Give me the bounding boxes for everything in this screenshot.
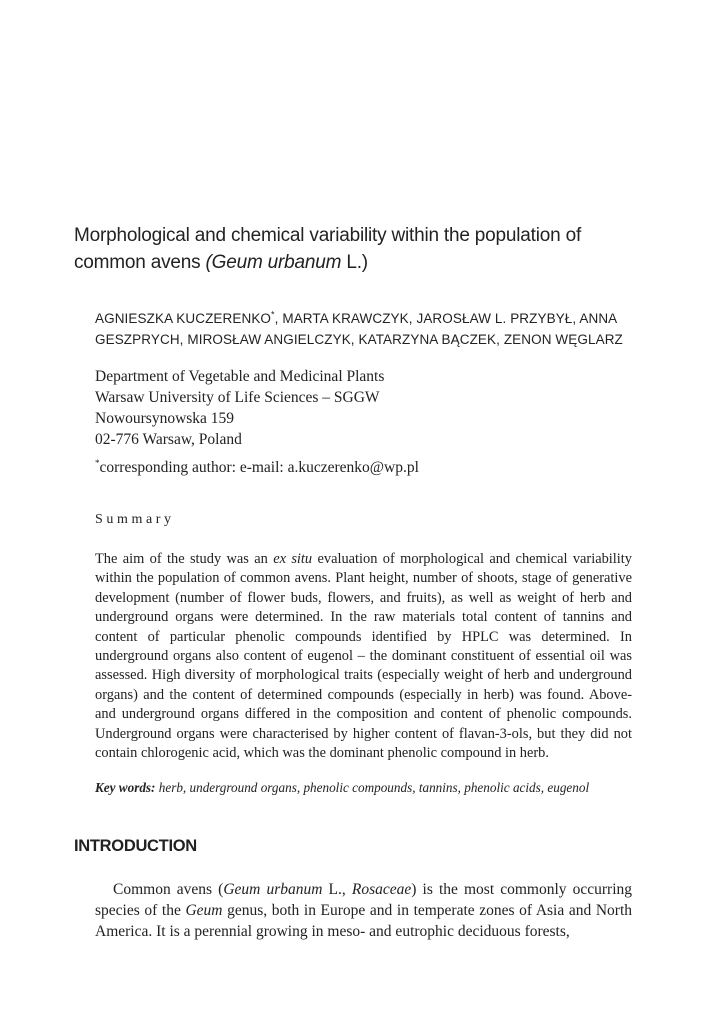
affiliation-department: Department of Vegetable and Medicinal Plants (95, 368, 385, 385)
introduction-paragraph (95, 879, 632, 942)
author-list (95, 308, 655, 350)
abstract-body: evaluation of morphological and chemical variability within the population of common avens. Plant height, number of shoots, stage of generative development (number of flower buds, flowers, and fruits), as well as weight of herb and underground organs were determined. In the raw materials total content of tannins and content of particular phenolic compounds identified by HPLC was determined. In underground organs also content of eugenol – the dominant constituent of essential oil was assessed. High diversity of morphological traits (especially weight of herb and underground organs) and the content of determined compounds (especially in herb) was found. Above- and underground organs differed in the composition and content of phenolic compounds. Underground organs were characterised by higher content of flavan-3-ols, but they did not contain chlorogenic acid, which was the dominant phenolic compound in herb. (95, 551, 632, 762)
abstract-text (95, 550, 632, 763)
abstract-ex-situ: ex situ (273, 551, 313, 567)
section-heading-introduction: INTRODUCTION (74, 837, 197, 855)
intro-text-1: Common avens ( (113, 881, 224, 898)
keywords (95, 778, 635, 798)
title-latin-name: (Geum urbanum (205, 252, 342, 273)
paper-title (74, 222, 654, 276)
title-text: Morphological and chemical variability within the population of common avens (74, 225, 582, 273)
corresponding-marker: * (271, 309, 275, 320)
corresponding-author (95, 457, 615, 478)
abstract-intro: The aim of the study was an (95, 551, 274, 567)
intro-genus-name: Geum (185, 902, 223, 919)
intro-family-name: Rosaceae (351, 881, 412, 898)
author-first: AGNIESZKA KUCZERENKO (95, 311, 272, 326)
author-list-line2: GESZPRYCH, MIROSŁAW ANGIELCZYK, KATARZYNA BĄCZEK, ZENON WĘGLARZ (95, 332, 623, 347)
intro-latin-name: Geum urbanum (223, 881, 323, 898)
summary-heading: Summary (95, 512, 175, 527)
affiliation-city: 02-776 Warsaw, Poland (95, 431, 242, 448)
author-list-line1: , MARTA KRAWCZYK, JAROSŁAW L. PRZYBYŁ, ANNA (274, 311, 618, 326)
affiliation-university: Warsaw University of Life Sciences – SGGW (95, 389, 380, 406)
keywords-label: Key words: (95, 780, 156, 795)
keywords-list: herb, underground organs, phenolic compounds, tannins, phenolic acids, eugenol (155, 780, 590, 795)
affiliation-street: Nowoursynowska 159 (95, 410, 235, 427)
affiliation (95, 366, 615, 450)
intro-text-3: ) is the most commonly occurring species of the (95, 881, 633, 919)
title-text-end: L.) (341, 252, 368, 273)
corresponding-author-email: corresponding author: e-mail: a.kuczerenko@wp.pl (99, 459, 419, 476)
corresponding-marker: * (95, 457, 100, 468)
intro-text-4: genus, both in Europe and in temperate zones of Asia and North America. It is a perennial growing in meso- and eutrophic deciduous forests, (95, 902, 633, 940)
intro-text-2: L., (322, 881, 352, 898)
